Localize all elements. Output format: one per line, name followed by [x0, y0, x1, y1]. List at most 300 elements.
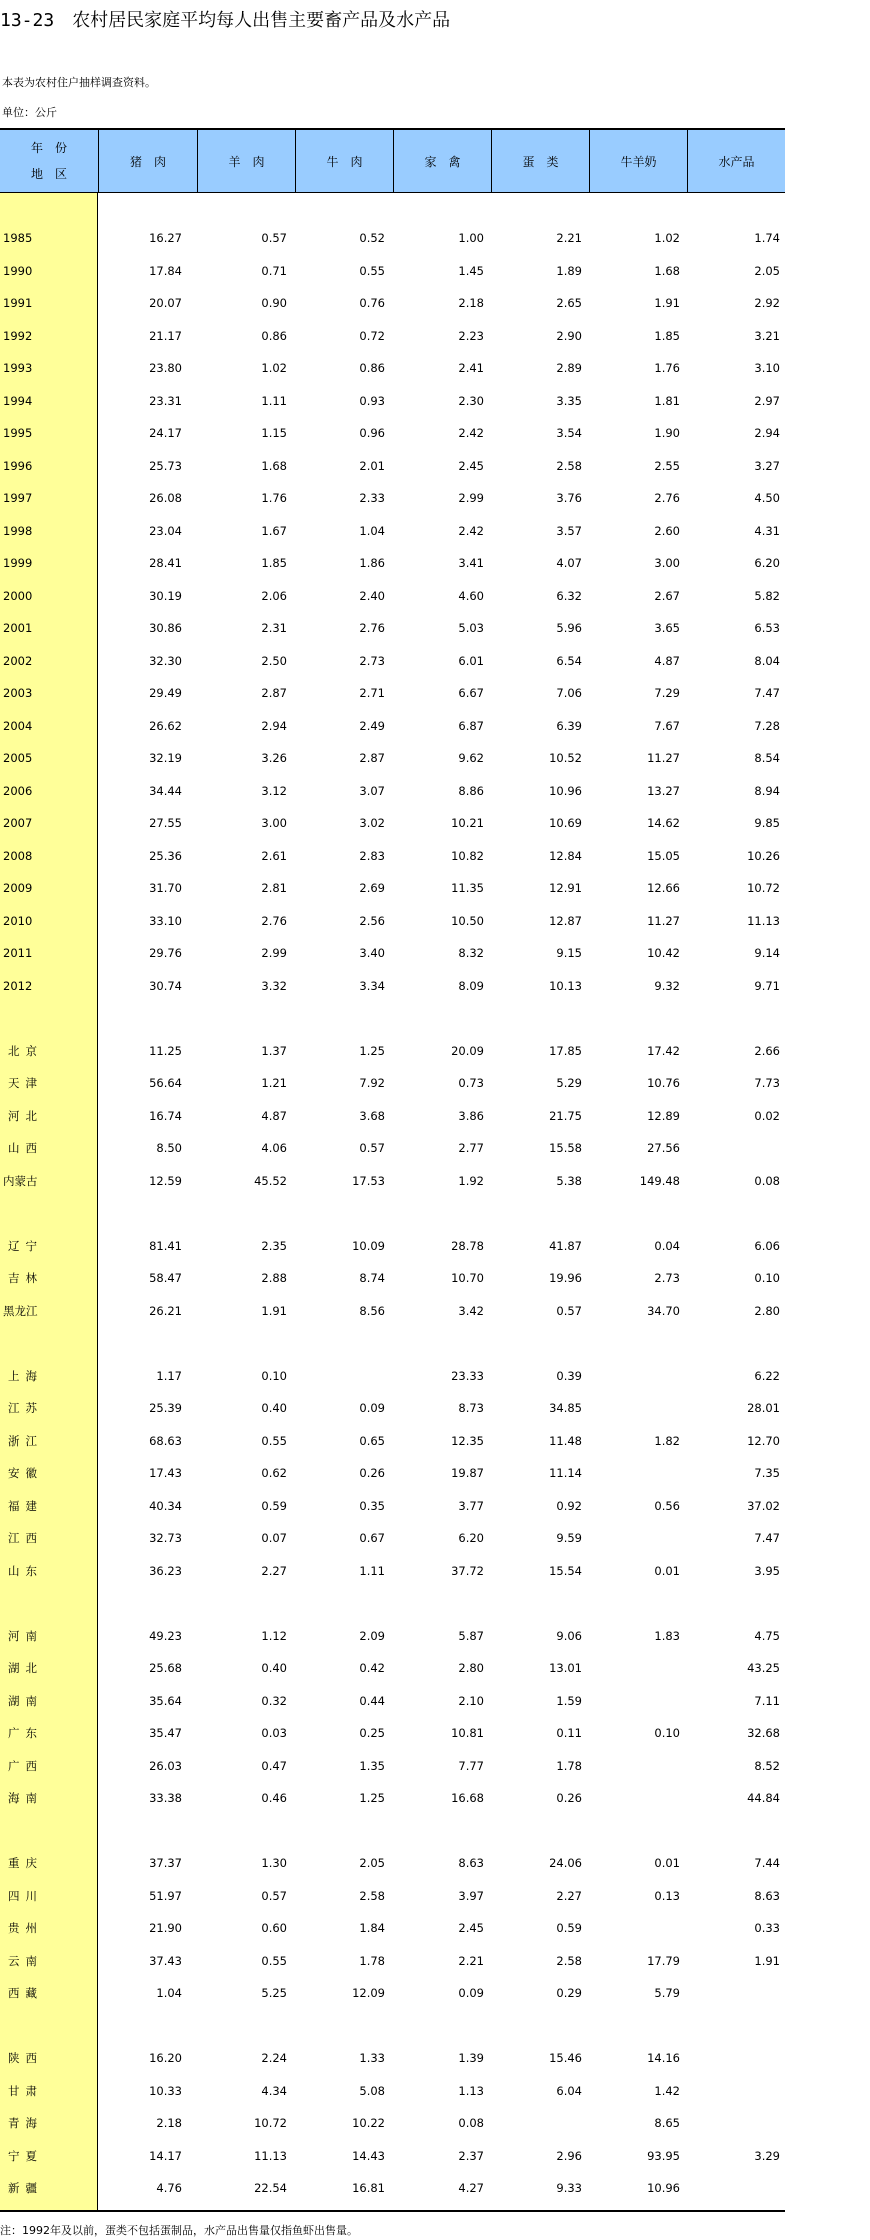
table-cell: 2.58 [556, 458, 582, 473]
row-label: 河南 [8, 1628, 43, 1643]
table-row [0, 1976, 785, 2008]
table-cell: 29.49 [149, 686, 182, 700]
table-cell: 9.06 [556, 1628, 582, 1643]
table-cell: 3.57 [556, 523, 582, 538]
table-cell: 23.04 [149, 523, 182, 538]
row-label: 云南 [8, 1953, 43, 1968]
table-cell: 17.42 [647, 1043, 680, 1058]
row-label: 山东 [8, 1563, 43, 1578]
table-header [0, 130, 785, 192]
table-cell: 10.82 [451, 848, 484, 863]
table-cell: 93.95 [647, 2148, 680, 2163]
table-cell: 12.70 [747, 1433, 780, 1448]
table-cell [394, 1586, 484, 1618]
table-cell [197, 1586, 287, 1618]
table-cell [590, 1196, 680, 1228]
table-cell: 1.00 [458, 231, 484, 245]
table-cell: 16.20 [149, 2051, 182, 2065]
table-cell [492, 1196, 582, 1228]
table-row [0, 319, 785, 351]
table-row [0, 1651, 785, 1683]
table-cell [394, 2009, 484, 2041]
table-cell: 1.90 [654, 426, 680, 440]
table-cell: 149.48 [639, 1173, 680, 1188]
table-cell: 12.35 [451, 1433, 484, 1448]
table-cell: 1.68 [261, 458, 287, 473]
table-cell: 12.84 [549, 848, 582, 863]
table-cell: 4.76 [156, 2181, 182, 2195]
table-cell: 0.01 [654, 1856, 680, 1870]
table-cell: 0.03 [261, 1726, 287, 1740]
row-label: 浙江 [8, 1433, 43, 1448]
table-cell: 22.54 [254, 2181, 287, 2195]
table-cell: 0.55 [261, 1953, 287, 1968]
table-cell: 3.54 [556, 426, 582, 440]
table-cell: 3.26 [261, 751, 287, 765]
table-cell: 26.08 [149, 491, 182, 505]
table-cell: 6.39 [556, 718, 582, 733]
table-row [0, 1684, 785, 1716]
table-cell: 7.06 [556, 686, 582, 700]
col-header-milk: 牛羊奶 [589, 130, 687, 192]
table-cell [590, 1456, 680, 1488]
table-cell: 7.47 [754, 686, 780, 700]
table-cell: 2.05 [754, 263, 780, 278]
row-label: 2003 [3, 686, 33, 700]
table-cell: 12.66 [647, 881, 680, 895]
table-cell: 26.03 [149, 1758, 182, 1773]
table-cell: 32.68 [747, 1726, 780, 1740]
table-cell: 10.96 [549, 783, 582, 798]
table-cell [394, 1001, 484, 1033]
table-cell: 34.44 [149, 783, 182, 798]
table-cell: 6.87 [458, 718, 484, 733]
table-cell: 3.76 [556, 491, 582, 505]
table-cell: 12.59 [149, 1173, 182, 1188]
table-cell: 9.32 [654, 978, 680, 993]
table-cell: 1.91 [261, 1303, 287, 1318]
table-cell: 7.44 [754, 1856, 780, 1870]
table-row [0, 2074, 785, 2106]
table-cell [295, 1001, 385, 1033]
table-cell: 1.02 [261, 361, 287, 375]
table-cell: 68.63 [149, 1433, 182, 1448]
table-cell: 1.78 [359, 1953, 385, 1968]
table-cell: 17.53 [352, 1173, 385, 1188]
table-cell: 3.00 [654, 556, 680, 570]
row-label: 北京 [8, 1043, 43, 1058]
row-label: 1995 [3, 426, 33, 440]
table-row [0, 514, 785, 546]
table-cell: 1.81 [654, 393, 680, 408]
table-row [0, 611, 785, 643]
table-cell: 8.56 [359, 1303, 385, 1318]
table-cell: 0.73 [458, 1076, 484, 1090]
row-label: 河北 [8, 1108, 43, 1123]
table-cell: 1.11 [261, 393, 287, 408]
table-cell: 2.87 [261, 686, 287, 700]
table-cell: 10.76 [647, 1076, 680, 1090]
table-cell: 0.33 [754, 1921, 780, 1935]
table-cell: 51.97 [149, 1888, 182, 1903]
table-cell: 0.04 [654, 1238, 680, 1253]
table-cell: 7.28 [754, 718, 780, 733]
table-cell: 1.91 [654, 296, 680, 310]
page-title [0, 6, 450, 32]
table-cell: 10.13 [549, 978, 582, 993]
row-label: 2002 [3, 653, 33, 668]
table-cell: 2.76 [261, 913, 287, 928]
table-cell: 2.71 [359, 686, 385, 700]
table-row [0, 2139, 785, 2171]
table-cell: 2.61 [261, 848, 287, 863]
table-cell [197, 1814, 287, 1846]
row-label: 天津 [8, 1076, 43, 1090]
table-cell: 11.35 [451, 881, 484, 895]
table-cell: 0.93 [359, 393, 385, 408]
table-cell: 12.89 [647, 1108, 680, 1123]
table-cell [92, 1196, 182, 1228]
table-cell: 2.90 [556, 328, 582, 343]
row-label: 湖南 [8, 1693, 43, 1708]
row-label [3, 2009, 95, 2041]
spacer-row [0, 1586, 785, 1618]
table-cell: 2.21 [458, 1953, 484, 1968]
table-cell: 49.23 [149, 1628, 182, 1643]
table-row [0, 1229, 785, 1261]
table-cell [590, 1521, 680, 1553]
table-cell: 3.32 [261, 978, 287, 993]
table-cell [590, 1684, 680, 1716]
table-cell: 2.55 [654, 458, 680, 473]
row-label: 西藏 [8, 1986, 43, 2000]
table-cell: 10.50 [451, 913, 484, 928]
row-label: 辽宁 [8, 1238, 43, 1253]
table-cell: 2.09 [359, 1628, 385, 1643]
table-cell: 2.87 [359, 751, 385, 765]
spacer-row [0, 1814, 785, 1846]
table-cell: 14.16 [647, 2051, 680, 2065]
row-label: 1996 [3, 458, 33, 473]
table-row [0, 286, 785, 318]
table-bottom-rule [0, 2210, 785, 2212]
table-cell: 2.96 [556, 2148, 582, 2163]
table-row [0, 871, 785, 903]
table-cell: 37.37 [149, 1856, 182, 1870]
table-cell: 1.74 [754, 231, 780, 245]
table-cell: 0.67 [359, 1531, 385, 1545]
table-cell: 1.30 [261, 1856, 287, 1870]
table-cell: 3.77 [458, 1498, 484, 1513]
table-cell [590, 1391, 680, 1423]
table-cell [690, 2009, 780, 2041]
table-row [0, 579, 785, 611]
table-cell: 1.11 [359, 1563, 385, 1578]
table-cell: 3.95 [754, 1563, 780, 1578]
table-cell [197, 1196, 287, 1228]
table-cell: 6.04 [556, 2083, 582, 2098]
table-cell: 10.69 [549, 816, 582, 830]
table-cell: 1.76 [261, 491, 287, 505]
table-row [0, 1716, 785, 1748]
table-cell [690, 1196, 780, 1228]
table-cell: 6.20 [754, 556, 780, 570]
col-header-aquatic: 水产品 [687, 130, 785, 192]
table-cell: 0.26 [556, 1791, 582, 1805]
spacer-row [0, 2009, 785, 2041]
table-cell: 17.85 [549, 1043, 582, 1058]
table-cell: 37.72 [451, 1563, 484, 1578]
row-label: 内蒙古 [3, 1173, 38, 1188]
table-cell: 7.77 [458, 1758, 484, 1773]
table-cell: 5.03 [458, 621, 484, 635]
table-cell: 0.09 [359, 1401, 385, 1415]
table-cell: 11.48 [549, 1433, 582, 1448]
table-cell: 1.25 [359, 1791, 385, 1805]
table-cell: 2.69 [359, 881, 385, 895]
table-cell: 10.21 [451, 816, 484, 830]
table-cell: 5.25 [261, 1986, 287, 2000]
row-label: 2010 [3, 913, 33, 928]
table-row [0, 221, 785, 253]
table-cell: 1.83 [654, 1628, 680, 1643]
table-cell: 2.94 [261, 718, 287, 733]
table-cell [590, 1586, 680, 1618]
table-cell: 0.47 [261, 1758, 287, 1773]
table-cell: 19.87 [451, 1466, 484, 1480]
table-cell: 26.21 [149, 1303, 182, 1318]
table-cell: 1.21 [261, 1076, 287, 1090]
col-header-mutton: 羊 肉 [197, 130, 295, 192]
table-cell: 0.62 [261, 1466, 287, 1480]
table-cell [690, 2106, 780, 2138]
table-cell: 8.52 [754, 1758, 780, 1773]
table-cell [690, 2171, 780, 2203]
table-cell [690, 1586, 780, 1618]
table-cell: 37.43 [149, 1953, 182, 1968]
table-row [0, 1521, 785, 1553]
table-cell: 1.82 [654, 1433, 680, 1448]
table-cell: 20.09 [451, 1043, 484, 1058]
table-cell: 6.06 [754, 1238, 780, 1253]
row-label: 2004 [3, 718, 33, 733]
table-cell: 3.07 [359, 783, 385, 798]
table-row [0, 449, 785, 481]
table-cell: 6.01 [458, 653, 484, 668]
table-cell: 0.29 [556, 1986, 582, 2000]
table-cell: 3.27 [754, 458, 780, 473]
table-cell: 2.88 [261, 1271, 287, 1285]
table-cell: 0.11 [556, 1726, 582, 1740]
table-cell: 1.15 [261, 426, 287, 440]
table-cell [492, 1001, 582, 1033]
row-label: 1991 [3, 296, 33, 310]
table-cell: 0.52 [359, 231, 385, 245]
table-cell: 12.87 [549, 913, 582, 928]
table-cell: 3.00 [261, 816, 287, 830]
table-cell: 34.85 [549, 1401, 582, 1415]
table-cell: 0.76 [359, 296, 385, 310]
table-cell: 0.92 [556, 1498, 582, 1513]
table-cell: 2.83 [359, 848, 385, 863]
row-label: 1997 [3, 491, 33, 505]
table-cell: 2.58 [359, 1888, 385, 1903]
table-cell: 21.17 [149, 328, 182, 343]
table-cell: 29.76 [149, 946, 182, 960]
table-cell: 0.35 [359, 1498, 385, 1513]
row-label: 1985 [3, 231, 33, 245]
table-cell [197, 2009, 287, 2041]
table-cell: 3.29 [754, 2148, 780, 2163]
table-cell: 0.39 [556, 1368, 582, 1383]
row-label [3, 1001, 95, 1033]
table-cell: 8.09 [458, 978, 484, 993]
row-label: 上海 [8, 1368, 43, 1383]
row-label: 2000 [3, 588, 33, 603]
table-cell: 11.27 [647, 751, 680, 765]
table-cell: 11.13 [254, 2148, 287, 2163]
table-cell: 8.65 [654, 2116, 680, 2130]
table-cell: 23.80 [149, 361, 182, 375]
table-cell: 13.01 [549, 1661, 582, 1675]
table-cell: 2.89 [556, 361, 582, 375]
table-cell: 0.60 [261, 1921, 287, 1935]
table-cell: 2.65 [556, 296, 582, 310]
table-cell: 3.97 [458, 1888, 484, 1903]
table-cell: 5.79 [654, 1986, 680, 2000]
table-cell: 2.58 [556, 1953, 582, 1968]
table-cell: 1.85 [654, 328, 680, 343]
table-cell: 2.27 [261, 1563, 287, 1578]
table-row [0, 644, 785, 676]
table-cell: 4.06 [261, 1141, 287, 1155]
table-cell: 32.30 [149, 653, 182, 668]
table-cell: 5.29 [556, 1076, 582, 1090]
table-cell: 2.50 [261, 653, 287, 668]
row-label: 甘肃 [8, 2083, 43, 2098]
table-cell: 3.21 [754, 328, 780, 343]
table-cell: 25.68 [149, 1661, 182, 1675]
table-cell [690, 1001, 780, 1033]
table-cell: 1.45 [458, 263, 484, 278]
table-cell: 36.23 [149, 1563, 182, 1578]
table-cell: 0.55 [261, 1433, 287, 1448]
table-cell [590, 1814, 680, 1846]
table-cell: 27.55 [149, 816, 182, 830]
table-cell: 16.81 [352, 2181, 385, 2195]
table-cell: 17.43 [149, 1466, 182, 1480]
spacer-row [0, 1001, 785, 1033]
table-cell: 2.31 [261, 621, 287, 635]
table-cell: 8.04 [754, 653, 780, 668]
table-cell: 10.33 [149, 2083, 182, 2098]
table-cell: 0.10 [261, 1368, 287, 1383]
table-row [0, 839, 785, 871]
table-cell [590, 1781, 680, 1813]
table-cell: 2.97 [754, 393, 780, 408]
table-cell: 14.43 [352, 2148, 385, 2163]
table-cell: 0.86 [359, 361, 385, 375]
table-cell: 8.54 [754, 751, 780, 765]
table-cell: 0.13 [654, 1888, 680, 1903]
table-cell: 5.87 [458, 1628, 484, 1643]
table-cell: 33.10 [149, 913, 182, 928]
table-row [0, 676, 785, 708]
table-note: 本表为农村住户抽样调查资料。 [2, 76, 156, 89]
row-label: 重庆 [8, 1856, 43, 1870]
row-label: 2007 [3, 816, 33, 830]
row-label: 江西 [8, 1531, 43, 1545]
table-cell [690, 2041, 780, 2073]
table-cell: 9.71 [754, 978, 780, 993]
table-cell: 8.94 [754, 783, 780, 798]
table-cell [92, 1814, 182, 1846]
table-cell: 5.38 [556, 1173, 582, 1188]
table-cell: 11.25 [149, 1043, 182, 1058]
table-cell: 2.37 [458, 2148, 484, 2163]
table-cell: 24.17 [149, 426, 182, 440]
table-cell: 2.35 [261, 1238, 287, 1253]
table-cell: 0.86 [261, 328, 287, 343]
table-cell: 2.42 [458, 426, 484, 440]
table-cell: 1.04 [359, 523, 385, 538]
table-cell [295, 1326, 385, 1358]
table-cell: 27.56 [647, 1141, 680, 1155]
row-label: 2012 [3, 978, 33, 993]
table-cell: 7.67 [654, 718, 680, 733]
table-cell: 11.27 [647, 913, 680, 928]
table-cell: 0.44 [359, 1693, 385, 1708]
row-label [3, 1326, 95, 1358]
table-cell [590, 1651, 680, 1683]
row-label: 1999 [3, 556, 33, 570]
stub-header [0, 130, 98, 192]
table-cell: 12.91 [549, 881, 582, 895]
table-cell: 23.31 [149, 393, 182, 408]
table-cell [492, 2009, 582, 2041]
table-row [0, 384, 785, 416]
table-cell: 32.73 [149, 1531, 182, 1545]
table-number: 13-23 [0, 10, 55, 31]
table-cell: 0.71 [261, 263, 287, 278]
table-cell: 10.26 [747, 848, 780, 863]
table-row [0, 1066, 785, 1098]
table-cell [590, 2009, 680, 2041]
table-cell: 11.13 [747, 913, 780, 928]
table-cell: 2.66 [754, 1043, 780, 1058]
table-cell: 1.78 [556, 1758, 582, 1773]
table-cell: 19.96 [549, 1271, 582, 1285]
row-label: 2011 [3, 946, 33, 960]
table-cell: 41.87 [549, 1238, 582, 1253]
table-cell: 26.62 [149, 718, 182, 733]
table-cell: 5.08 [359, 2083, 385, 2098]
table-cell: 2.92 [754, 296, 780, 310]
table-cell: 45.52 [254, 1173, 287, 1188]
table-cell: 7.29 [654, 686, 680, 700]
table-cell: 0.09 [458, 1986, 484, 2000]
table-row [0, 806, 785, 838]
table-cell: 4.27 [458, 2181, 484, 2195]
table-cell: 0.42 [359, 1661, 385, 1675]
table-cell: 1.76 [654, 361, 680, 375]
table-cell: 15.05 [647, 848, 680, 863]
table-cell: 3.68 [359, 1108, 385, 1123]
table-cell: 4.31 [754, 523, 780, 538]
row-label: 1994 [3, 393, 33, 408]
table-cell: 1.68 [654, 263, 680, 278]
table-cell: 28.01 [747, 1401, 780, 1415]
